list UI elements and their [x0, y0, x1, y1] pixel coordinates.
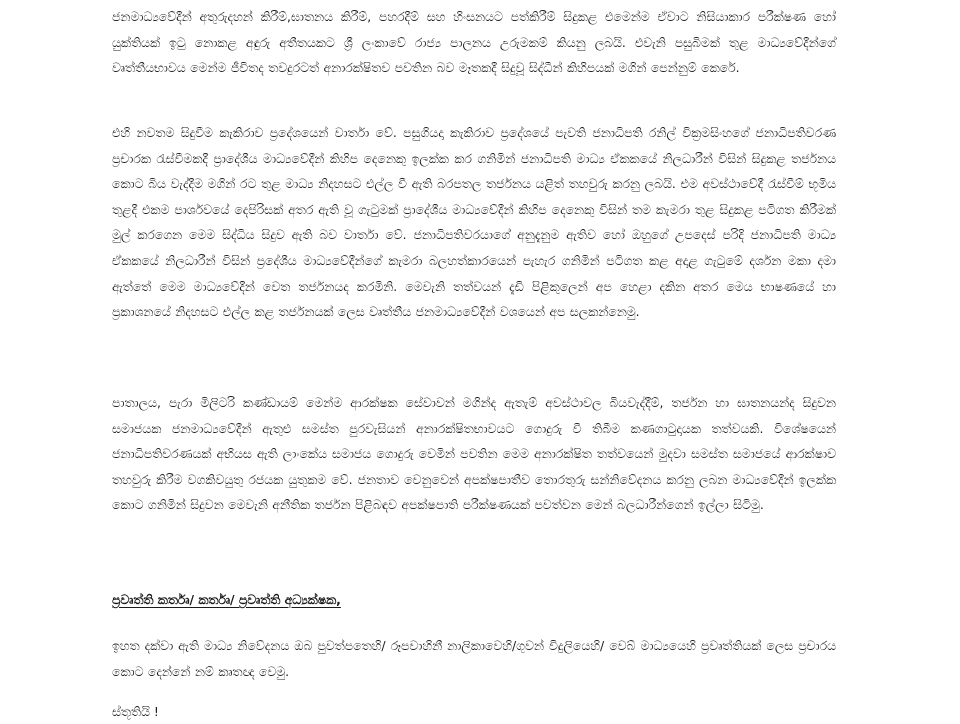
- document-page: [112, 0, 836, 720]
- closing-thanks: ස්තූතියි !: [112, 704, 159, 719]
- recipient-heading: ප්‍රවෘත්ති කර්තෘ/ කර්තෘ/ ප්‍රවෘත්ති අධ්‍යක්ෂක,: [112, 592, 341, 607]
- body-paragraph: ජනමාධ්‍යවේදීන් අතුරුදහන් කිරීම්,ඝාතනය කිරීම්, පහරදීම් සහ හිංසනයට පත්කිරීම් සිදුකළ එමෙන්ම ඒවාට නිසියාකාර පරීක්ෂණ හෝ යුක්තියක් ඉටු නොකළ අඳුරු අතීතයකට ශ්‍රී ලංකාවේ රාජ්‍ය පාලනය උරුමකම් කියනු ලබයි. එවැනි පසුබිමක් තුළ මාධ්‍යවේදීන්ගේ වෘත්තීයභාවය මෙන්ම ජීවිතද තවදුරටත් අනාරක්ෂිතව පවතින බව මෑතකදී සිදුවූ සිද්ධීන් කිහිපයක් මගින් පෙන්නුම් කෙරේ.: [112, 9, 836, 76]
- request-paragraph: ඉහත දක්වා ඇති මාධ්‍ය නිවේදනය ඔබ පුවත්පතෙහි/ රූපවාහිනී නාලිකාවෙහි/ගුවන් විදුලියෙහි/ වෙබ් මාධ්‍යයෙහි ප්‍රවෘත්තියක් ලෙස ප්‍රචාරය කොට දෙන්නේ නම් කෘතඥ වෙමු.: [112, 638, 836, 679]
- body-paragraph: පාතාලය, පැරා මිලිටරි කණ්ඩායම් මෙන්ම ආරක්ෂක සේවාවන් මගින්ද ඇතැම් අවස්ථාවල බියවැද්දීම්, තර්ජන හා ඝාතනයන්ද සිදුවන සමාජයක ජනමාධ්‍යවේදීන් ඇතුළු සමස්ත පුරවැසියන් අනාරක්ෂිතභාවයට ගොදුරු වී තිබීම කණගාටුදායක තත්වයකි. විශේෂයෙන් ජනාධිපතිවරණයක් අභියස ඇති ලාංකේය සමාජය ගොදුරු වෙමින් පවතින මෙම අනාරක්ෂිත තත්වයෙන් මුදවා සමස්ත සමාජයේ ආරක්ෂාව තහවුරු කිරීම වගකිවයුතු රජයක යුතුකම වේ. ජනතාව වෙනුවෙන් අපක්ෂපාතීව තොරතුරු සන්නිවේදනය කරනු ලබන මාධ්‍යවේදීන් ඉලක්ක කොට ගනිමින් සිදුවන මෙවැනි අනීතික තර්ජන පිළිබඳව අපක්ෂපාති පරීක්ෂණයක් පවත්වන මෙන් බලධාරීන්ගෙන් ඉල්ලා සිටිමු.: [112, 395, 836, 513]
- body-paragraph: එහි නවතම සිදුවීම කැකිරාව ප්‍රදේශයෙන් වාර්තා වේ. පසුගියදා කැකිරාව ප්‍රදේශයේ පැවති ජනාධිපති රනිල් වික්‍රමසිංහගේ ජනාධිපතිවරණ ප්‍රචාරක රැස්වීමකදී ප්‍රාදේශීය මාධ්‍යවේදීන් කිහිප දෙනෙකු ඉලක්ක කර ගනිමින් ජනාධිපති මාධ්‍ය ඒකකයේ නිලධාරීන් විසින් සිදුකළ තර්ජනය කොට බිය වැද්දීම මගින් රට තුළ මාධ්‍ය නිදහසට එල්ල වී ඇති බරපතල තර්ජනය යළිත් තහවුරු කරනු ලබයි. එම අවස්ථාවේදී රැස්වීම් භූමිය තුළදී එකම පාර්ශවයේ දෙපිරිසක් අතර ඇති වූ ගැටුමක් ප්‍රාදේශීය මාධ්‍යවේදීන් කිහිප දෙනෙකු විසින් තම කැමරා තුළ සිදුකළ පටිගත කිරීමක් මුල් කරගෙන මෙම සිද්ධිය සිදුව ඇති බව වාර්තා වේ. ජනාධිපතිවරයාගේ අනුදැනුම ඇතිව හෝ ඔහුගේ උපදෙස් පරිදි ජනාධිපති මාධ්‍ය ඒකකයේ නිලධාරීන් විසින් ප්‍රදේශීය මාධ්‍යවේදීන්ගේ කැමරා බලහත්කාරයෙන් පැහැර ගනිමින් පටිගත කළ අදාළ ගැටුමේ දර්ශන මකා දමා ඇත්තේ මෙම මාධ්‍යවේදීන් වෙත තර්ජනයද කරමිනි. මෙවැනි තත්වයන් දැඩි පිළිකුලෙන් අප හෙළා දකින අතර මෙය භාෂණයේ හා ප්‍රකාශනයේ නිදහසට එල්ල කළ තර්ජනයක් ලෙස වෘත්තීය ජනමාධ්‍යවේදීන් වශයෙන් අප සලකන්නෙමු.: [112, 125, 836, 320]
